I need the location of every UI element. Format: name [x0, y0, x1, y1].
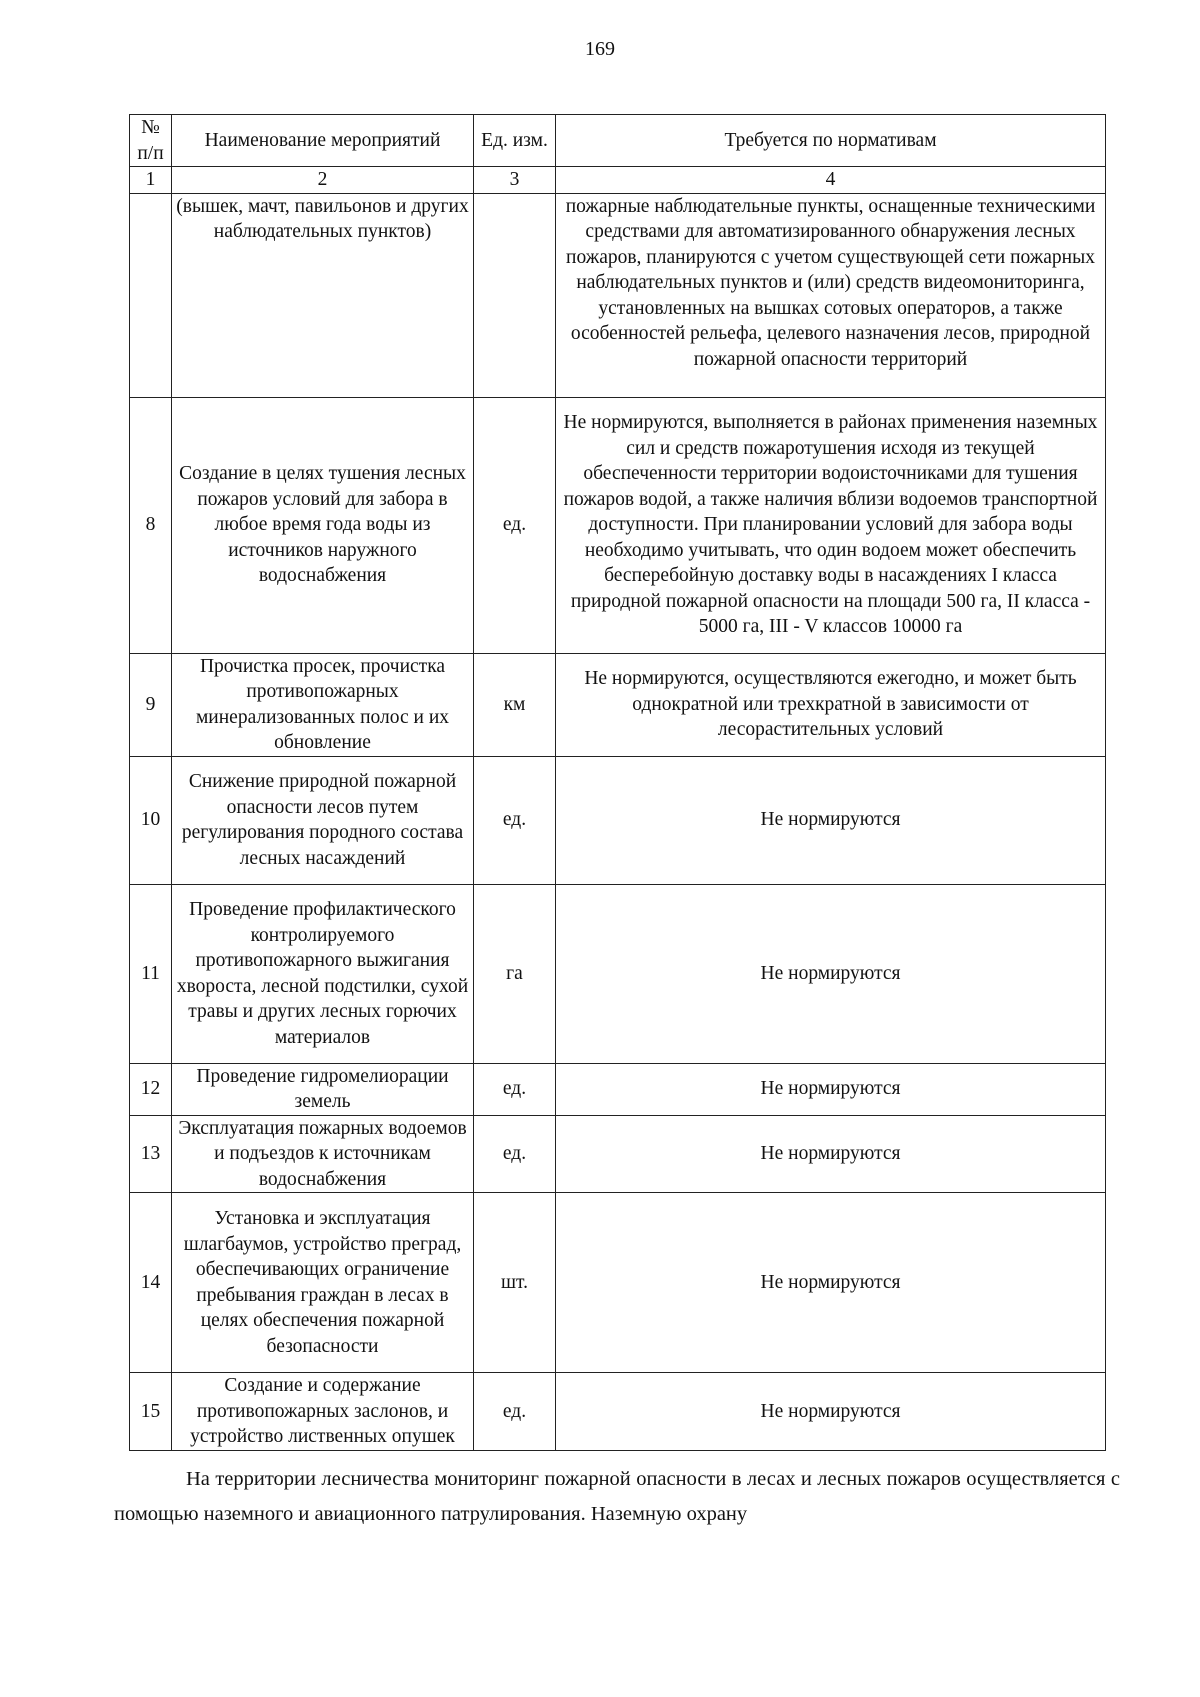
header-norm: Требуется по нормативам — [556, 115, 1106, 167]
row-norm: Не нормируются — [556, 1373, 1106, 1451]
row-norm: Не нормируются, осуществляются ежегодно, и может быть однократной или трехкратной в зависимости от лесорастительных условий — [556, 653, 1106, 756]
row-norm: Не нормируются — [556, 884, 1106, 1063]
row-num: 13 — [130, 1115, 172, 1193]
row-norm: Не нормируются — [556, 1063, 1106, 1115]
table-header-row — [130, 115, 1106, 167]
row-num: 11 — [130, 884, 172, 1063]
table-row — [130, 756, 1106, 884]
table-row — [130, 1063, 1106, 1115]
row-unit: га — [474, 884, 556, 1063]
body-paragraph: На территории лесничества мониторинг пожарной опасности в лесах и лесных пожаров осуществляется с помощью наземного и авиационного патрулирования. Наземную охрану — [114, 1468, 1120, 1525]
row-name: Создание в целях тушения лесных пожаров условий для забора в любое время года воды из источников наружного водоснабжения — [172, 397, 474, 653]
row-unit — [474, 193, 556, 397]
row-unit: км — [474, 653, 556, 756]
row-norm: Не нормируются, выполняется в районах применения наземных сил и средств пожаротушения исходя из текущей обеспеченности территории водоисточниками для тушения пожаров водой, а также наличия вблизи водоемов транспортной доступности. При планировании условий для забора воды необходимо учитывать, что один водоем может обеспечить бесперебойную доставку воды в насаждениях I класса природной пожарной опасности на площади 500 га, II класса - 5000 га, III - V классов 10000 га — [556, 397, 1106, 653]
row-num: 8 — [130, 397, 172, 653]
column-number-4: 4 — [556, 167, 1106, 194]
fire-measures-table — [129, 114, 1106, 1451]
row-unit: ед. — [474, 1373, 556, 1451]
row-unit: шт. — [474, 1193, 556, 1373]
header-num: № п/п — [130, 115, 172, 167]
row-num: 14 — [130, 1193, 172, 1373]
column-number-3: 3 — [474, 167, 556, 194]
row-unit: ед. — [474, 397, 556, 653]
row-num — [130, 193, 172, 397]
table-row — [130, 884, 1106, 1063]
table-row — [130, 1193, 1106, 1373]
table-row — [130, 193, 1106, 397]
row-name: Прочистка просек, прочистка противопожарных минерализованных полос и их обновление — [172, 653, 474, 756]
page-number: 169 — [585, 38, 615, 60]
header-unit: Ед. изм. — [474, 115, 556, 167]
row-name: Создание и содержание противопожарных заслонов, и устройство лиственных опушек — [172, 1373, 474, 1451]
row-unit: ед. — [474, 1063, 556, 1115]
row-norm: Не нормируются — [556, 756, 1106, 884]
column-number-1: 1 — [130, 167, 172, 194]
row-name: Проведение гидромелиорации земель — [172, 1063, 474, 1115]
row-name: Проведение профилактического контролируемого противопожарного выжигания хвороста, лесной подстилки, сухой травы и других лесных горючих материалов — [172, 884, 474, 1063]
row-name: Установка и эксплуатация шлагбаумов, устройство преград, обеспечивающих ограничение пребывания граждан в лесах в целях обеспечения пожарной безопасности — [172, 1193, 474, 1373]
row-num: 10 — [130, 756, 172, 884]
row-num: 9 — [130, 653, 172, 756]
row-name: Снижение природной пожарной опасности лесов путем регулирования породного состава лесных насаждений — [172, 756, 474, 884]
row-norm: пожарные наблюдательные пункты, оснащенные техническими средствами для автоматизированного обнаружения лесных пожаров, планируются с учетом существующей сети пожарных наблюдательных пунктов и (или) средств видеомониторинга, установленных на вышках сотовых операторов, а также особенностей рельефа, целевого назначения лесов, природной пожарной опасности территорий — [556, 193, 1106, 397]
row-num: 12 — [130, 1063, 172, 1115]
table-row — [130, 397, 1106, 653]
column-number-2: 2 — [172, 167, 474, 194]
table-row — [130, 1115, 1106, 1193]
table-row — [130, 653, 1106, 756]
row-name: Эксплуатация пожарных водоемов и подъездов к источникам водоснабжения — [172, 1115, 474, 1193]
row-norm: Не нормируются — [556, 1193, 1106, 1373]
row-name: (вышек, мачт, павильонов и других наблюдательных пунктов) — [172, 193, 474, 397]
column-number-row — [130, 167, 1106, 194]
row-norm: Не нормируются — [556, 1115, 1106, 1193]
row-unit: ед. — [474, 1115, 556, 1193]
row-num: 15 — [130, 1373, 172, 1451]
header-name: Наименование мероприятий — [172, 115, 474, 167]
row-unit: ед. — [474, 756, 556, 884]
table-row — [130, 1373, 1106, 1451]
